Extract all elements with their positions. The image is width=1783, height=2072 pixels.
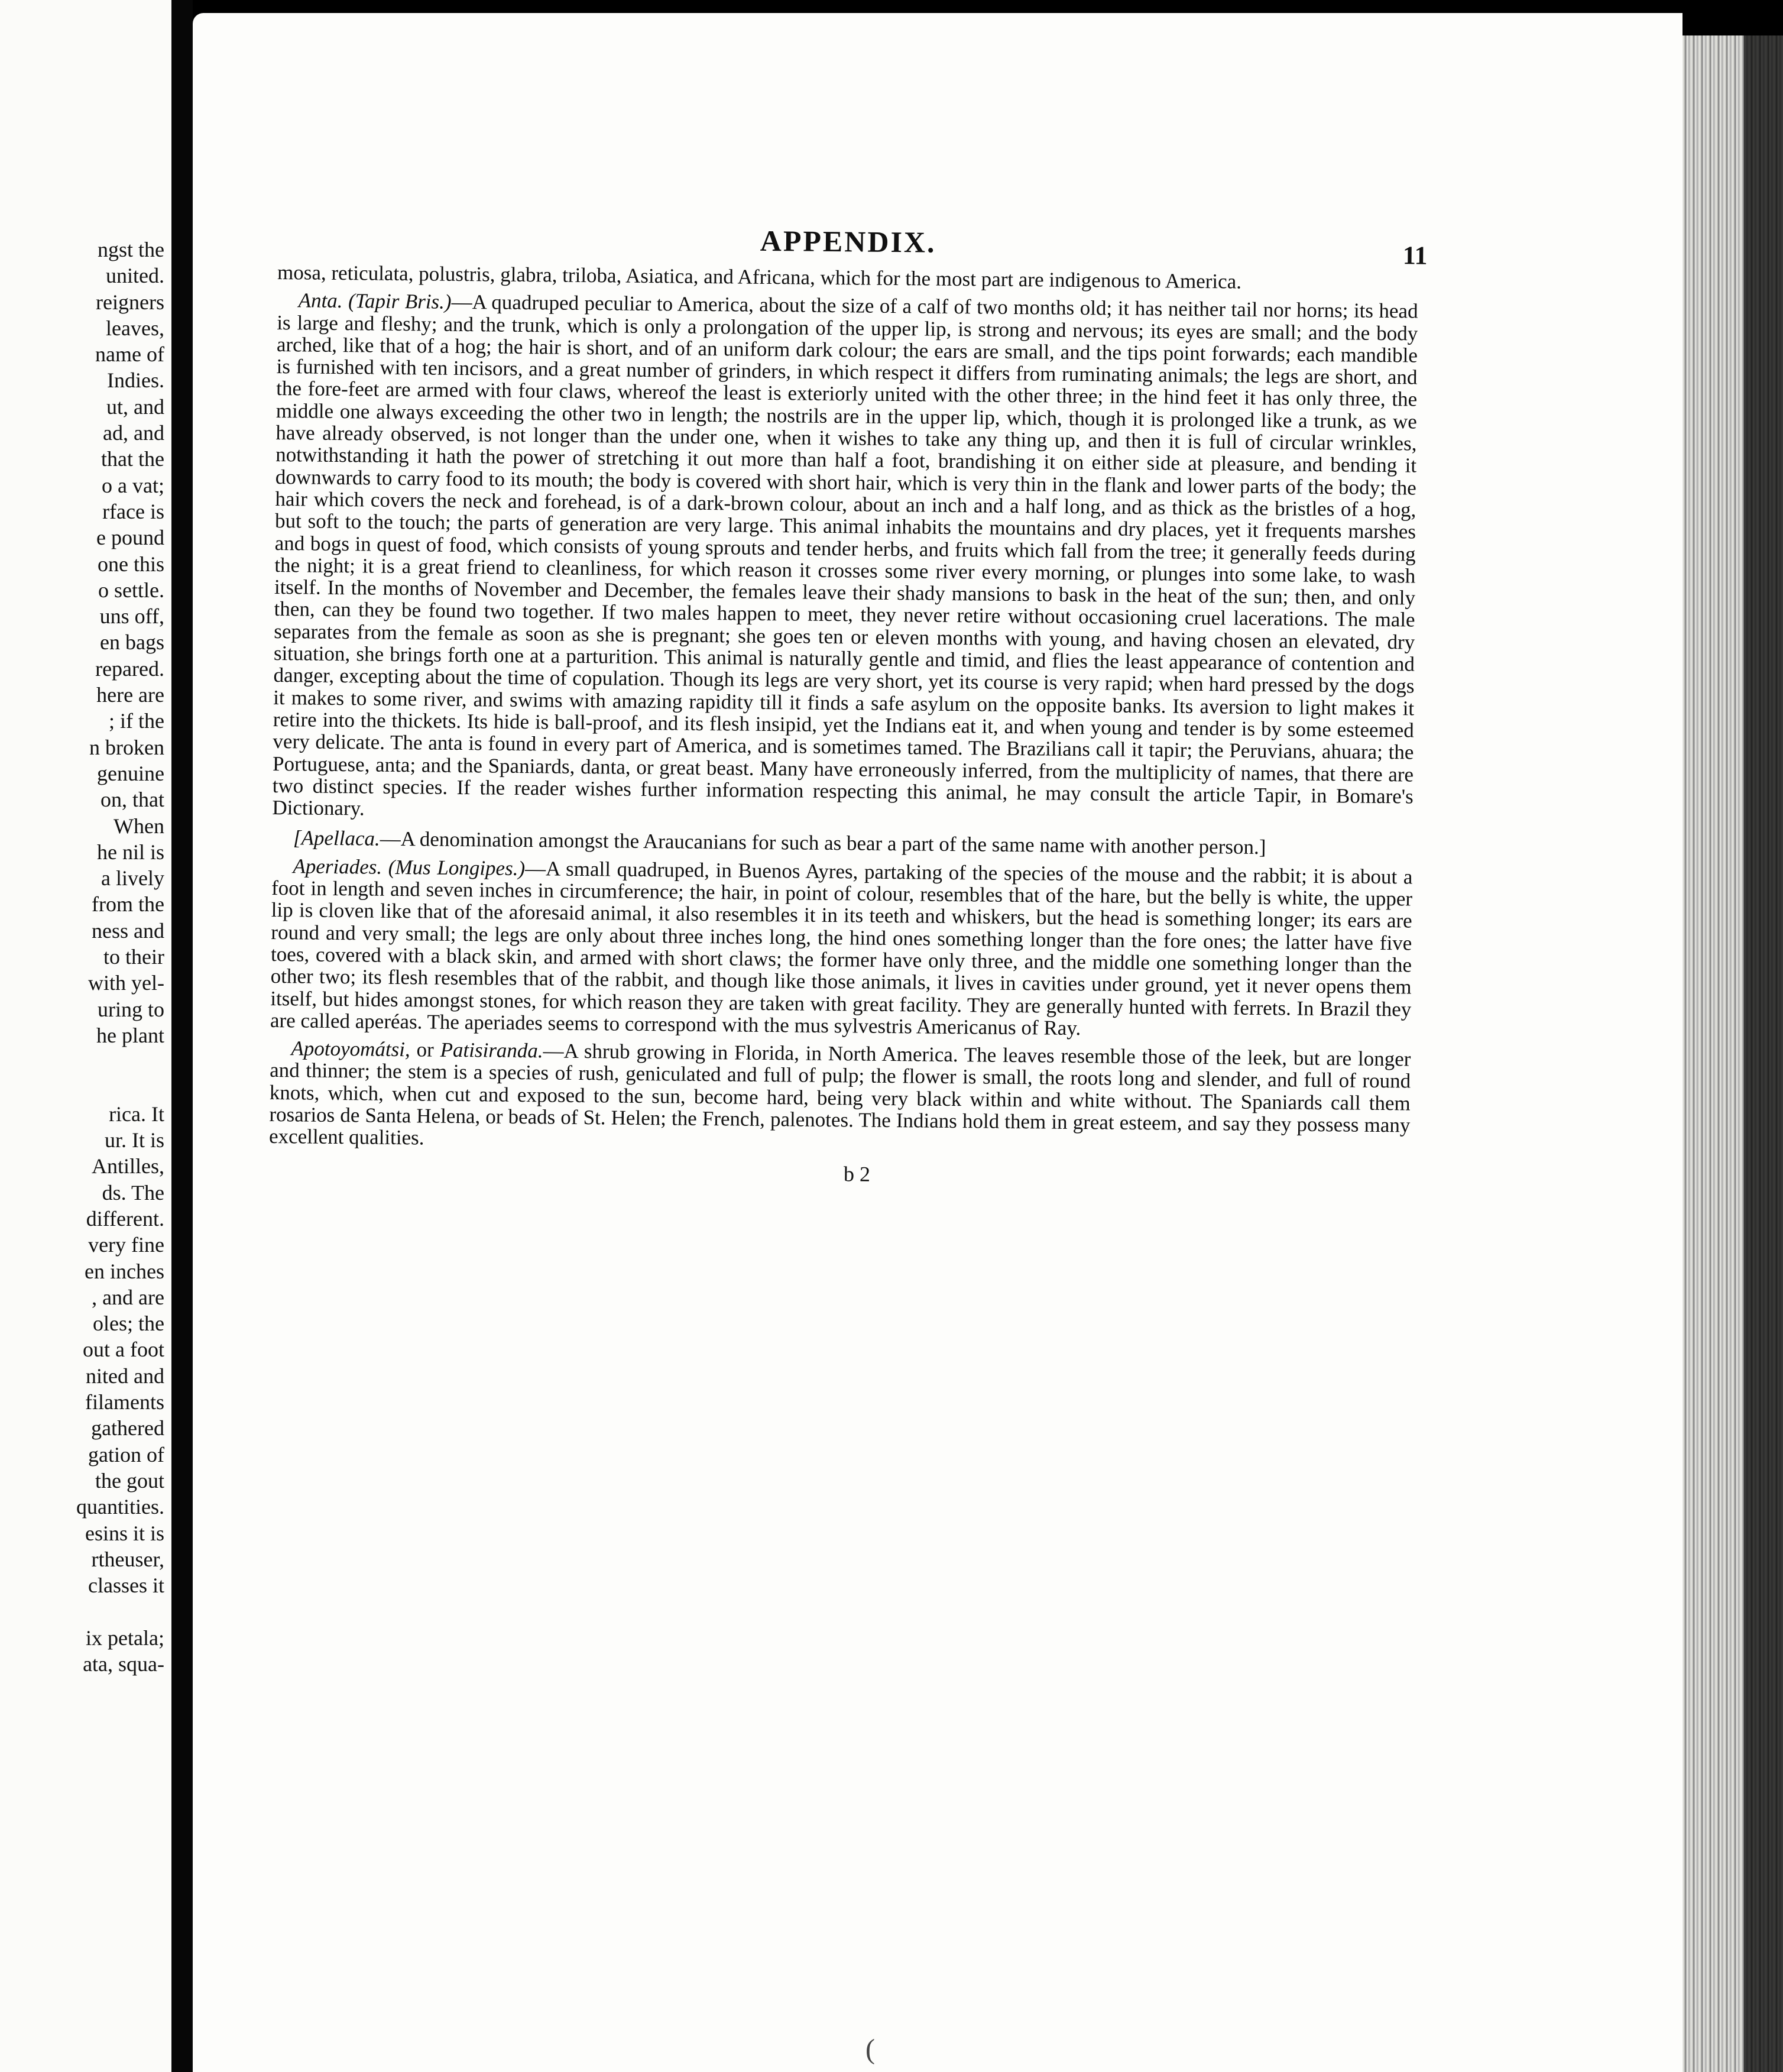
previous-page-line: the gout <box>95 1468 164 1493</box>
entry-text: —A small quadruped, in Buenos Ayres, partaking of the species of the mouse and the rabbit; it is about a foot in length and seven inches in circumference; the hair, in point of colour, resembles that of the hare, but the belly is white, the upper lip is cloven like that of the aforesaid animal, it also resembles it in its teeth and whiskers, but the head is something longer; its ears are round and very small; the legs are only about three inches long, the hind ones something longer than the fore ones; the latter have five toes, covered with a black skin, and armed with short claws; the former have only three, and the middle one something longer than the other two; its flesh resembles that of the rabbit, and though like those animals, it lives in cavities under ground, yet it never opens them itself, but hides amongst stones, for which reason they are taken with great facility. They are generally hunted with ferrets. In Brazil they are called aperéas. The aperiades seems to correspond with the mus sylvestris Americanus of Ray. <box>270 856 1413 1040</box>
previous-page-line: very fine <box>88 1233 164 1257</box>
body-text <box>269 261 1418 1158</box>
page-bottom-mark: ( <box>865 2034 875 2065</box>
previous-page-line: ut, and <box>106 394 164 419</box>
previous-page-line: esins it is <box>85 1521 164 1545</box>
previous-page-line: rtheuser, <box>91 1547 164 1571</box>
entry-aperiades <box>270 855 1413 1043</box>
previous-page-line <box>0 1075 164 1101</box>
page-edge-shadow <box>1744 0 1783 2072</box>
previous-page-line: out a foot <box>83 1338 164 1362</box>
entry-term-alt: Patisiranda. <box>440 1038 543 1063</box>
previous-page-line: to their <box>103 945 164 969</box>
page-content <box>268 219 1428 1192</box>
previous-page-line: different. <box>86 1206 164 1231</box>
previous-page-line: ata, squa- <box>83 1652 164 1676</box>
previous-page-line: gathered <box>91 1416 164 1440</box>
entry-conjunction: or <box>416 1038 434 1061</box>
previous-page-text <box>0 237 164 1677</box>
entry-apellaca <box>272 827 1413 860</box>
running-head: APPENDIX. <box>760 224 936 259</box>
previous-page-line: classes it <box>88 1574 164 1598</box>
previous-page-line: uns off, <box>99 604 164 629</box>
book-gutter <box>171 0 193 2072</box>
previous-page-line: reigners <box>96 290 164 314</box>
previous-page-line: rface is <box>102 499 164 523</box>
previous-page-line: repared. <box>95 656 164 681</box>
previous-page-line: on, that <box>101 788 164 812</box>
entry-apotoyomatsi <box>269 1037 1411 1158</box>
previous-page-line: ad, and <box>103 421 164 445</box>
previous-page-line: filaments <box>85 1390 164 1414</box>
previous-page-line <box>0 1598 164 1624</box>
previous-page-line: he plant <box>96 1023 164 1047</box>
previous-page-line: Antilles, <box>92 1154 164 1179</box>
previous-page-line: ngst the <box>98 238 164 261</box>
previous-page-line: that the <box>101 447 164 471</box>
previous-page-line: gation of <box>88 1442 164 1466</box>
entry-term: Apotoyomátsi, <box>291 1037 410 1061</box>
entry-term: [Apellaca. <box>293 826 380 851</box>
previous-page-line: here are <box>96 683 164 707</box>
previous-page-line: united. <box>106 264 164 288</box>
previous-page-line: e pound <box>96 526 164 550</box>
entry-text: —A quadruped peculiar to America, about the size of a calf of two months old; it has neither tail nor horns; its head is large and fleshy; and the trunk, which is only a prolongation of the upper lip, is strong and nervous; its eyes are small; and the body arched, like that of a hog; the hair is short, and of an uniform dark colour; the ears are small, and the tips point forwards; each mandible is furnished with ten incisors, and a great number of grinders, in which respect it differs from ruminating animals; the legs are short, and the fore-feet are armed with four claws, whereof the least is exteriorly united with the other three; in the hind feet it has only three, the middle one always exceeding the other two in length; the nostrils are in the upper lip, which, though it is prolonged like a trunk, as we have already observed, is not longer than the under one, when it wishes to take any thing up, and then it is full of circular wrinkles, notwithstanding it hath the power of stretching it out more than half a foot, brandishing it on either side at pleasure, and bending it downwards to carry food to its mouth; the body is covered with short hair, which is very thin in the flank and lower parts of the body; the hair which covers the neck and forehead, is of a dark-brown colour, about an inch and a half long, and as thick as the bristles of a hog, but soft to the touch; the parts of generation are very large. This animal inhabits the mountains and dry places, yet it frequents marshes and bogs in quest of food, which consists of young sprouts and tender herbs, and fruits which fall from the tree; it generally feeds during the night; it is a great friend to cleanliness, for which reason it crosses some river every morning, or plunges into some lake, to wash itself. In the months of November and December, the females leave their shady mansions to bask in the heat of the sun; then, and only then, can they be found two together. If two males happen to meet, they never retire without occasioning cruel lacerations. The male separates from the female as soon as she is pregnant; she goes ten or eleven months with young, and having chosen an elevated, dry situation, she brings forth one at a parturition. This animal is naturally gentle and timid, and flies the least appearance of contention and danger, excepting about the time of copulation. Though its legs are very short, yet its course is very rapid; when hard pressed by the dogs it makes to some river, and swims with amazing rapidity till it finds a safe asylum on the opposite banks. Its aversion to light makes it retire into the thickets. Its hide is ball-proof, and its flesh insipid, yet the Indians eat it, and when young and tender is by some esteemed very delicate. The anta is found in every part of America, and is sometimes tamed. The Brazilians call it tapir; the Peruvians, ahuara; the Portuguese, anta; and the Spaniards, danta, or great beast. Many have erroneously inferred, from the multiplicity of names, that there are two distinct species. If the reader wishes further information respecting this animal, he may consult the article Tapir, in Bomare's Dictionary. <box>272 290 1418 820</box>
previous-page-line: o settle. <box>98 578 164 602</box>
previous-page-line: ur. It is <box>104 1128 164 1152</box>
paragraph-text: mosa, reticulata, polustris, glabra, triloba, Asiatica, and Africana, which for the most part are indigenous to America. <box>277 260 1242 293</box>
previous-page-line: a lively <box>101 866 164 891</box>
entry-anta <box>272 289 1418 830</box>
entry-term: Aperiades. <box>293 854 382 879</box>
previous-page-line: one this <box>98 552 164 576</box>
previous-page-fragment <box>0 0 171 2072</box>
previous-page-line: o a vat; <box>102 473 164 497</box>
previous-page-line: he nil is <box>97 840 164 864</box>
entry-text: —A denomination amongst the Araucanians for such as bear a part of the same name with another person.] <box>380 827 1266 859</box>
entry-text: —A shrub growing in Florida, in North America. The leaves resemble those of the leek, but are longer and thinner; the stem is a species of rush, geniculated and full of pulp; the flower is small, the roots long and slender, and full of round knots, which, when cut and exposed to the sun, become hard, being very black within and white without. The Spaniards call them rosarios de Santa Helena, or beads of St. Helen; the French, palenotes. The Indians hold them in great esteem, and say they possess many excellent qualities. <box>268 1039 1411 1150</box>
previous-page-line: name of <box>95 342 164 367</box>
previous-page-line: oles; the <box>93 1312 164 1336</box>
previous-page-line: uring to <box>98 997 164 1021</box>
entry-term: Anta. <box>298 289 343 313</box>
previous-page-line: ds. The <box>102 1180 164 1205</box>
previous-page-line: nited and <box>86 1364 164 1388</box>
previous-page-line: from the <box>92 892 164 917</box>
previous-page-line: ness and <box>92 918 164 943</box>
previous-page-line: Indies. <box>107 368 164 393</box>
previous-page-line: ix petala; <box>86 1626 164 1650</box>
previous-page-line: ; if the <box>109 709 164 733</box>
previous-page-line: en bags <box>100 630 164 655</box>
entry-latin-name: (Tapir Bris.) <box>348 289 452 314</box>
signature-mark: b 2 <box>843 1161 871 1186</box>
previous-page-line: with yel- <box>88 971 164 995</box>
entry-latin-name: (Mus Longipes.) <box>388 855 526 880</box>
previous-page-line: en inches <box>85 1259 164 1283</box>
previous-page-line: genuine <box>97 761 164 785</box>
previous-page-line <box>0 1048 164 1074</box>
previous-page-line: When <box>114 814 164 838</box>
previous-page-line: , and are <box>92 1285 164 1309</box>
previous-page-line: rica. It <box>109 1102 164 1126</box>
page-number: 11 <box>1402 241 1428 270</box>
previous-page-line: n broken <box>89 735 164 759</box>
previous-page-line: quantities. <box>76 1495 164 1519</box>
previous-page-line: leaves, <box>106 316 164 340</box>
